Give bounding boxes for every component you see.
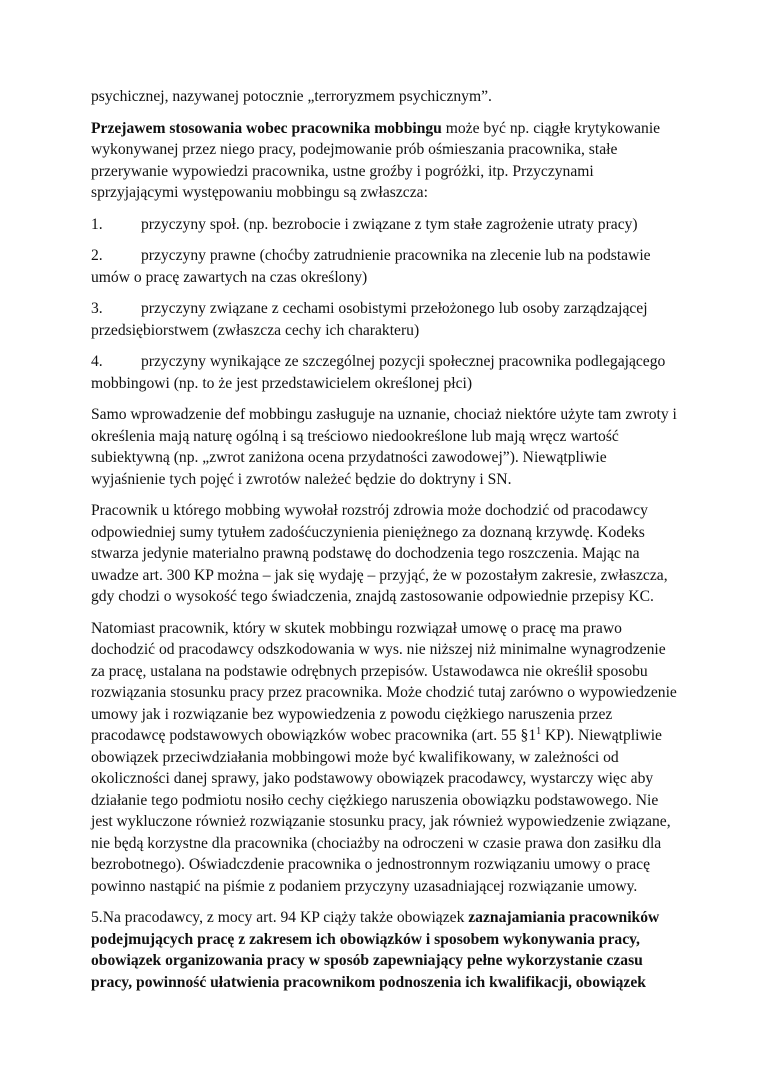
paragraph-continuation: psychicznej, nazywanej potocznie „terroryzmem psychicznym”. [91, 88, 492, 105]
list-text: przyczyny związane z cechami osobistymi przełożonego lub osoby zarządzającej przedsiębiorstwem (zwłaszcza cechy ich charakteru) [91, 300, 648, 339]
list-number: 4. [91, 353, 103, 370]
paragraph-text: 5.Na pracodawcy, z mocy art. 94 KP ciąży także obowiązek [91, 909, 469, 926]
list-text: przyczyny społ. (np. bezrobocie i związane z tym stałe zagrożenie utraty pracy) [141, 215, 638, 233]
list-item [91, 351, 681, 394]
paragraph-text: KP). Niewątpliwie obowiązek przeciwdziałania mobbingowi może być kwalifikowany, w zależności od okoliczności danej sprawy, jako podstawowy obowiązek pracodawcy, wystarczy więc aby działanie tego podmiotu nosiło cechy ciężkiego naruszenia obowiązku podstawowego. Nie jest wykluczone również rozwiązanie stosunku pracy, jak również wypowiedzenie związane, nie będą korzystne dla pracownika (chociażby na odroczeni w czasie prawa don zasiłku dla bezrobotnego). Oświadczdenie pracownika o jednostronnym rozwiązaniu umowy o pracę powinno nastąpić na piśmie z podaniem przyczyny uzasadniającej rozwiązanie umowy. [91, 727, 671, 895]
list-item [91, 245, 681, 288]
list-text: przyczyny prawne (choćby zatrudnienie pracownika na zlecenie lub na podstawie umów o pracę zawartych na czas określony) [91, 247, 651, 286]
superscript: 1 [536, 725, 542, 737]
list-item [91, 298, 681, 341]
list-text: przyczyny wynikające ze szczególnej pozycji społecznej pracownika podlegającego mobbingowi (np. to że jest przedstawicielem określonej płci) [91, 353, 666, 392]
paragraph-compensation: Pracownik u którego mobbing wywołał rozstrój zdrowia może dochodzić od pracodawcy odpowiedniej sumy tytułem zadośćuczynienia pieniężnego za doznaną krzywdę. Kodeks stwarza jedynie materialno prawną podstawę do dochodzenia tego roszczenia. Mając na uwadze art. 300 KP można – jak się wydaję – przyjąć, że w pozostałym zakresie, zwłaszcza, gdy chodzi o wysokość tego świadczenia, znajdą zastosowanie odpowiednie przepisy KC. [91, 502, 668, 605]
bold-phrase: zaznajamiania pracowników podejmujących pracę z zakresem ich obowiązków i sposobem wykonywania pracy, obowiązek organizowania pracy w sposób zapewniający pełne wykorzystanie czasu pracy, powinność ułatwienia pracownikom podnoszenia ich kwalifikacji, obowiązek [91, 909, 660, 991]
paragraph-text: Natomiast pracownik, który w skutek mobbingu rozwiązał umowę o pracę ma prawo dochodzić od pracodawcy odszkodowania w wys. nie niższej niż minimalne wynagrodzenie za pracę, ustalana na podstawie odrębnych przepisów. Ustawodawca nie określił sposobu rozwiązania stosunku pracy przez pracownika. Może chodzić tutaj zarówno o wypowiedzenie umowy jak i rozwiązanie bez wypowiedzenia z powodu ciężkiego naruszenia przez pracodawcę podstawowych obowiązków wobec pracownika (art. 55 §1 [91, 619, 677, 744]
paragraph-termination [91, 618, 681, 898]
list-item [91, 214, 681, 236]
list-number: 2. [91, 247, 103, 264]
list-number: 1. [91, 215, 103, 233]
paragraph-employer-duties [91, 907, 681, 993]
paragraph-text: może być np. ciągłe krytykowanie wykonywanej przez niego pracy, podejmowanie prób ośmieszania pracownika, stałe przerywanie wypowiedzi pracownika, ustne groźby i pogróżki, itp. Przyczynami sprzyjającymi występowaniu mobbingu są zwłaszcza: [91, 119, 661, 201]
paragraph-definition-assessment: Samo wprowadzenie def mobbingu zasługuje na uznanie, chociaż niektóre użyte tam zwroty i określenia mają naturę ogólną i są treściowo niedookreślone lub mają wręcz wartość subiektywną (np. „zwrot zaniżona ocena przydatności zawodowej”). Niewątpliwie wyjaśnienie tych pojęć i zwrotów należeć będzie do doktryny i SN. [91, 406, 677, 488]
paragraph-manifestations [91, 118, 681, 204]
bold-phrase: Przejawem stosowania wobec pracownika mobbingu [91, 119, 442, 137]
list-number: 3. [91, 300, 103, 317]
document-page [91, 86, 681, 1003]
